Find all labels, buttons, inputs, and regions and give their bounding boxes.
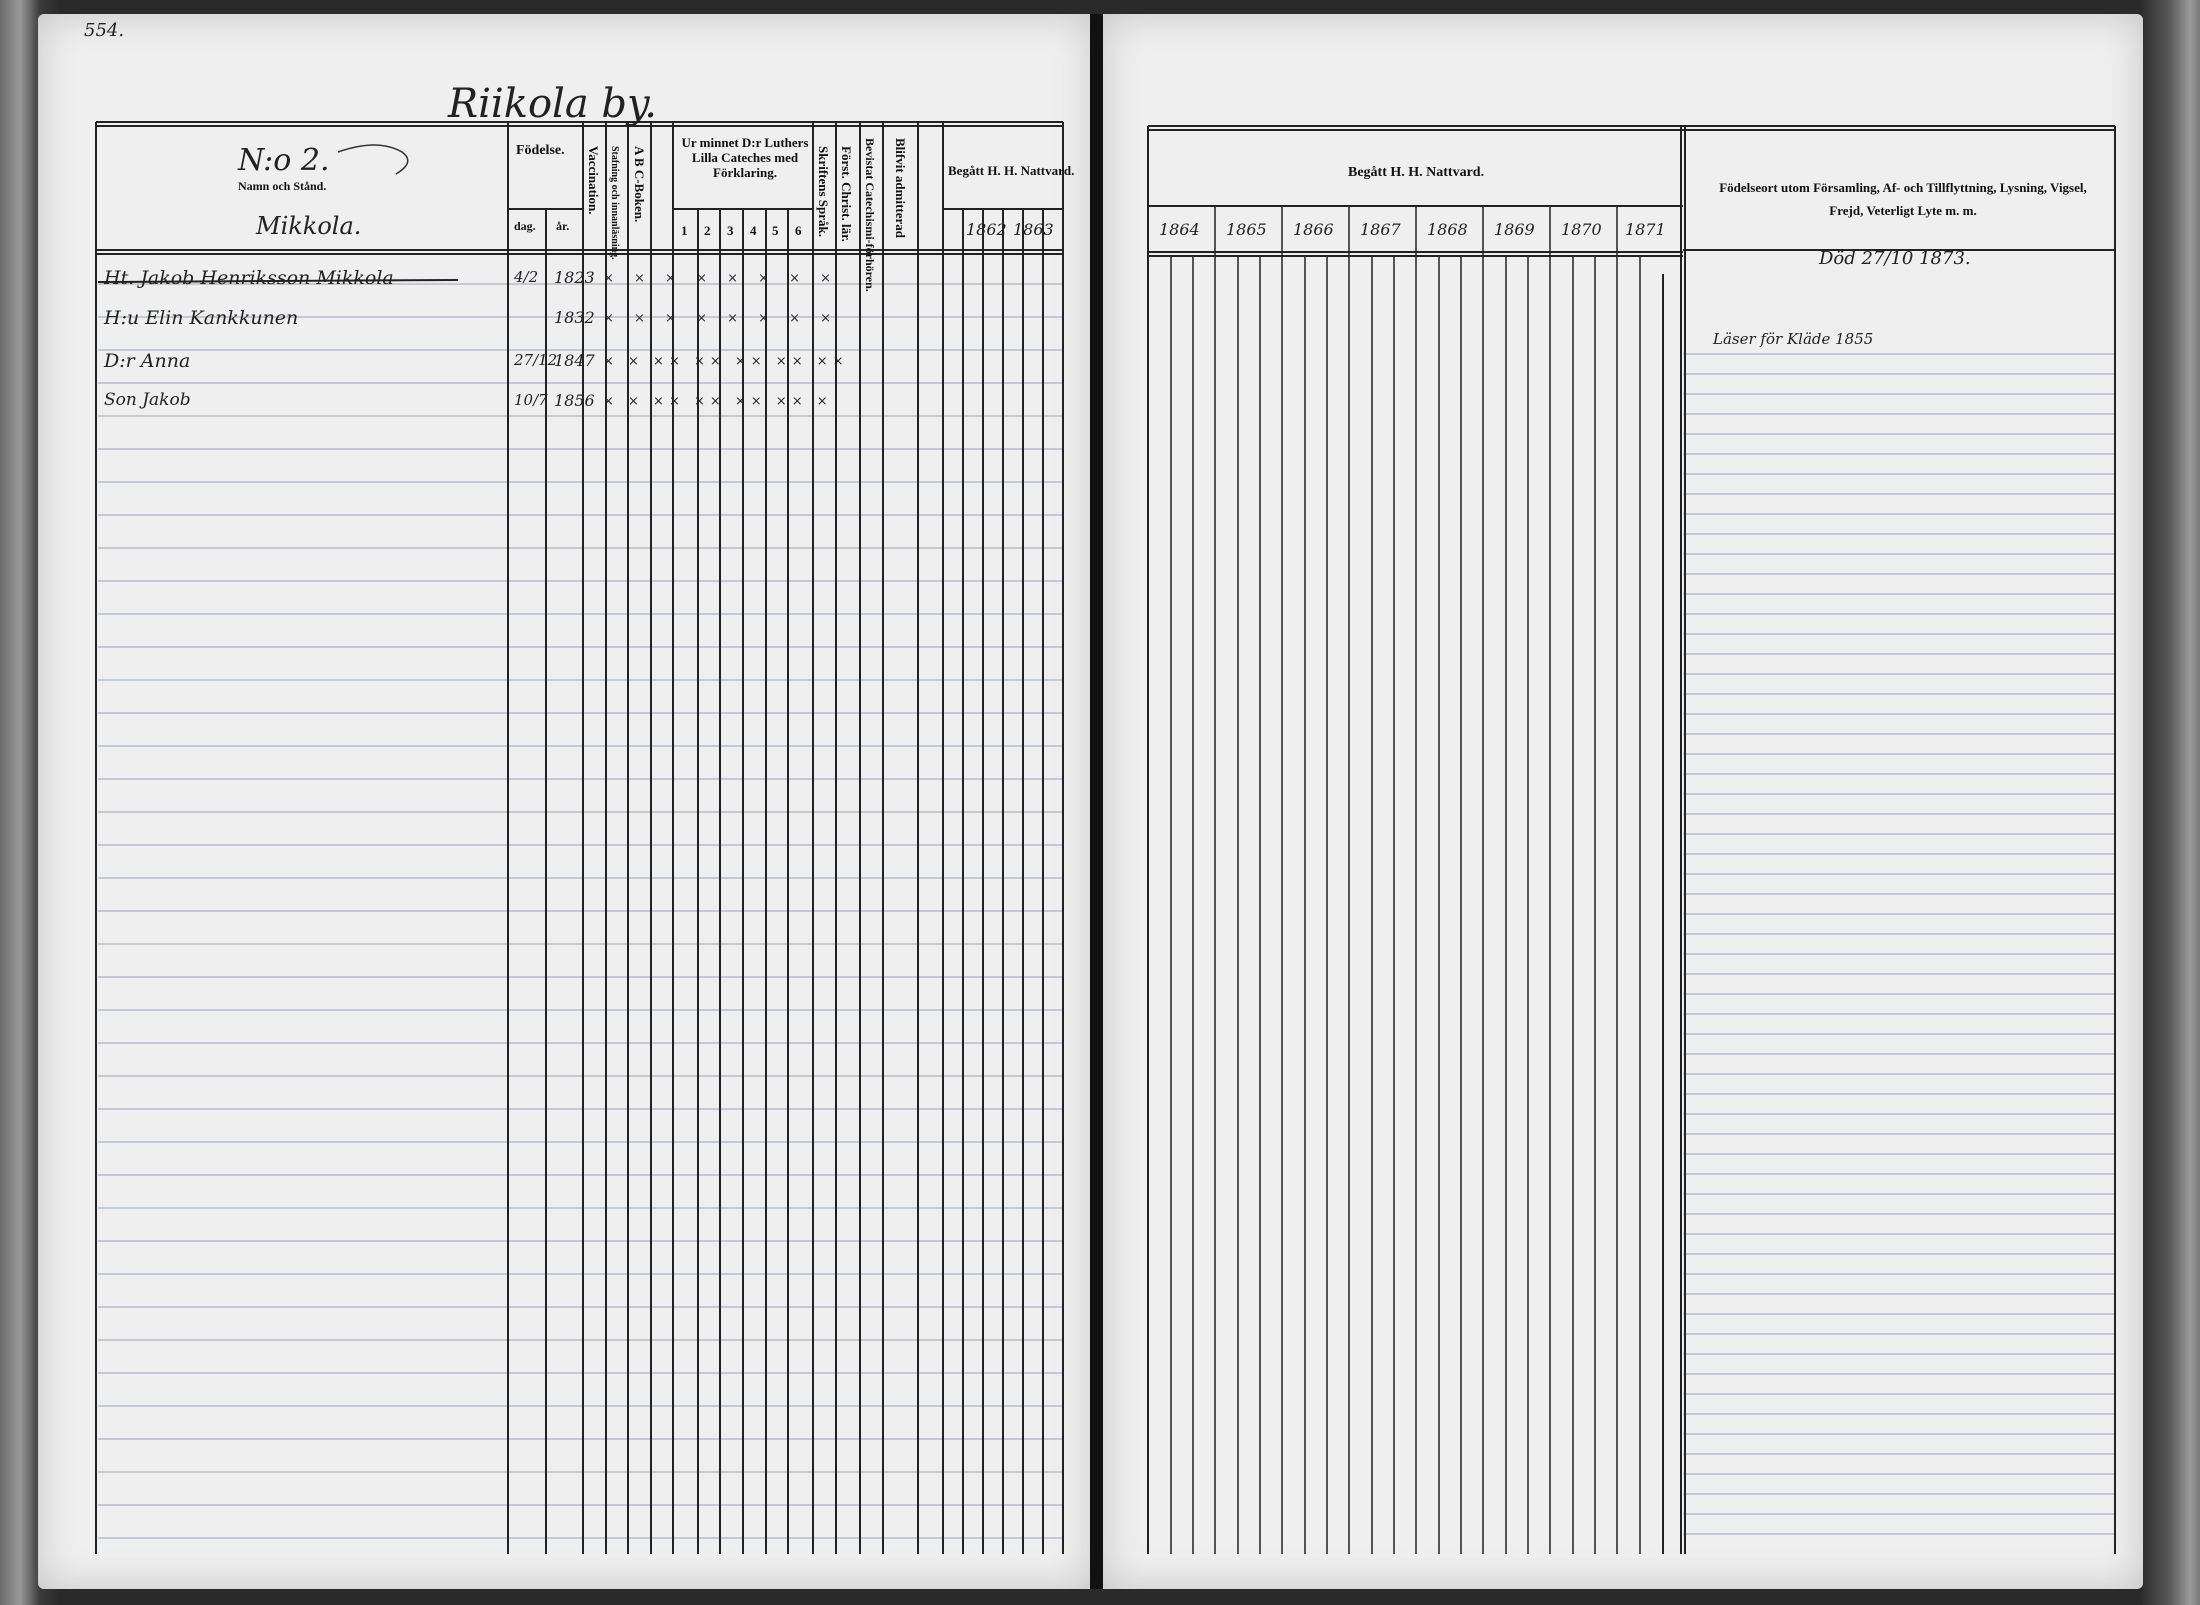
year-1870: 1870 bbox=[1561, 220, 1602, 239]
person-3-marks: × × ×× ×× ×× ×× ×× bbox=[603, 354, 849, 369]
skriftens-sprak-header: Skriftens Språk. bbox=[816, 146, 831, 238]
abc-header: A B C-Boken. bbox=[632, 146, 647, 223]
person-3-year: 1847 bbox=[554, 351, 595, 370]
catechism-header: Ur minnet D:r Luthers Lilla Cateches med Förklaring. bbox=[681, 135, 809, 180]
year-1863: 1863 bbox=[1013, 220, 1054, 239]
nattvard-header-left: Begått H. H. Nattvard. bbox=[948, 163, 1075, 178]
cat-num-5: 5 bbox=[772, 223, 779, 238]
person-1-day: 4/2 bbox=[514, 268, 539, 286]
person-2-remark: Läser för Kläde 1855 bbox=[1713, 330, 1874, 348]
person-1-year: 1823 bbox=[554, 268, 595, 287]
person-1-name: Ht. Jakob Henriksson Mikkola bbox=[104, 267, 394, 289]
page-number: 554. bbox=[84, 20, 125, 41]
person-4-year: 1856 bbox=[554, 391, 595, 410]
right-ruling bbox=[1103, 14, 2143, 1589]
remarks-header: Födelseort utom Församling, Af- och Tillflyttning, Lysning, Vigsel, Frejd, Veterligt Lyte m. m. bbox=[1719, 180, 2087, 219]
cat-num-1: 1 bbox=[681, 223, 688, 238]
year-1869: 1869 bbox=[1494, 220, 1535, 239]
year-1864: 1864 bbox=[1159, 220, 1200, 239]
cat-num-3: 3 bbox=[727, 223, 734, 238]
person-3-name: D:r Anna bbox=[104, 350, 191, 372]
person-2-marks: × × × × × × × × bbox=[603, 311, 840, 326]
namn-och-stand-header: Namn och Stånd. bbox=[238, 179, 327, 193]
cat-num-2: 2 bbox=[704, 223, 711, 238]
ar-header: år. bbox=[556, 219, 570, 233]
right-page bbox=[1103, 14, 2143, 1589]
person-2-name: H:u Elin Kankkunen bbox=[104, 307, 299, 329]
person-4-marks: × × ×× ×× ×× ×× × bbox=[603, 394, 833, 409]
year-1862: 1862 bbox=[966, 220, 1007, 239]
person-1-remark: Död 27/10 1873. bbox=[1819, 248, 1971, 269]
year-1865: 1865 bbox=[1226, 220, 1267, 239]
year-1866: 1866 bbox=[1293, 220, 1334, 239]
innanlasning-header: Stafning och innanläsning. bbox=[609, 146, 620, 260]
household-name: Mikkola. bbox=[256, 212, 362, 240]
dag-header: dag. bbox=[514, 219, 536, 233]
left-page bbox=[38, 14, 1093, 1589]
year-1871: 1871 bbox=[1625, 220, 1666, 239]
person-2-year: 1832 bbox=[554, 308, 595, 327]
village-name: Riikola by. bbox=[448, 81, 657, 127]
admitterad-header: Blifvit admitterad bbox=[893, 138, 908, 239]
year-1867: 1867 bbox=[1360, 220, 1401, 239]
person-3-day: 27/12 bbox=[514, 351, 558, 369]
fodelse-header: Födelse. bbox=[516, 143, 565, 158]
household-number: N:o 2. bbox=[238, 143, 330, 178]
cat-num-4: 4 bbox=[750, 223, 757, 238]
person-4-day: 10/7 bbox=[514, 391, 548, 409]
left-ruling bbox=[38, 14, 1093, 1589]
person-1-marks: × × × × × × × × bbox=[603, 271, 840, 286]
vaccination-header: Vaccination. bbox=[586, 146, 601, 215]
catechism-forhoren-header: Bevistat Catechismi-förhören. bbox=[863, 138, 877, 292]
person-4-name: Son Jakob bbox=[104, 390, 191, 410]
cat-num-6: 6 bbox=[795, 223, 802, 238]
year-1868: 1868 bbox=[1427, 220, 1468, 239]
nattvard-header-right: Begått H. H. Nattvard. bbox=[1348, 165, 1485, 180]
forst-christ-header: Först. Christ. lär. bbox=[839, 146, 854, 242]
